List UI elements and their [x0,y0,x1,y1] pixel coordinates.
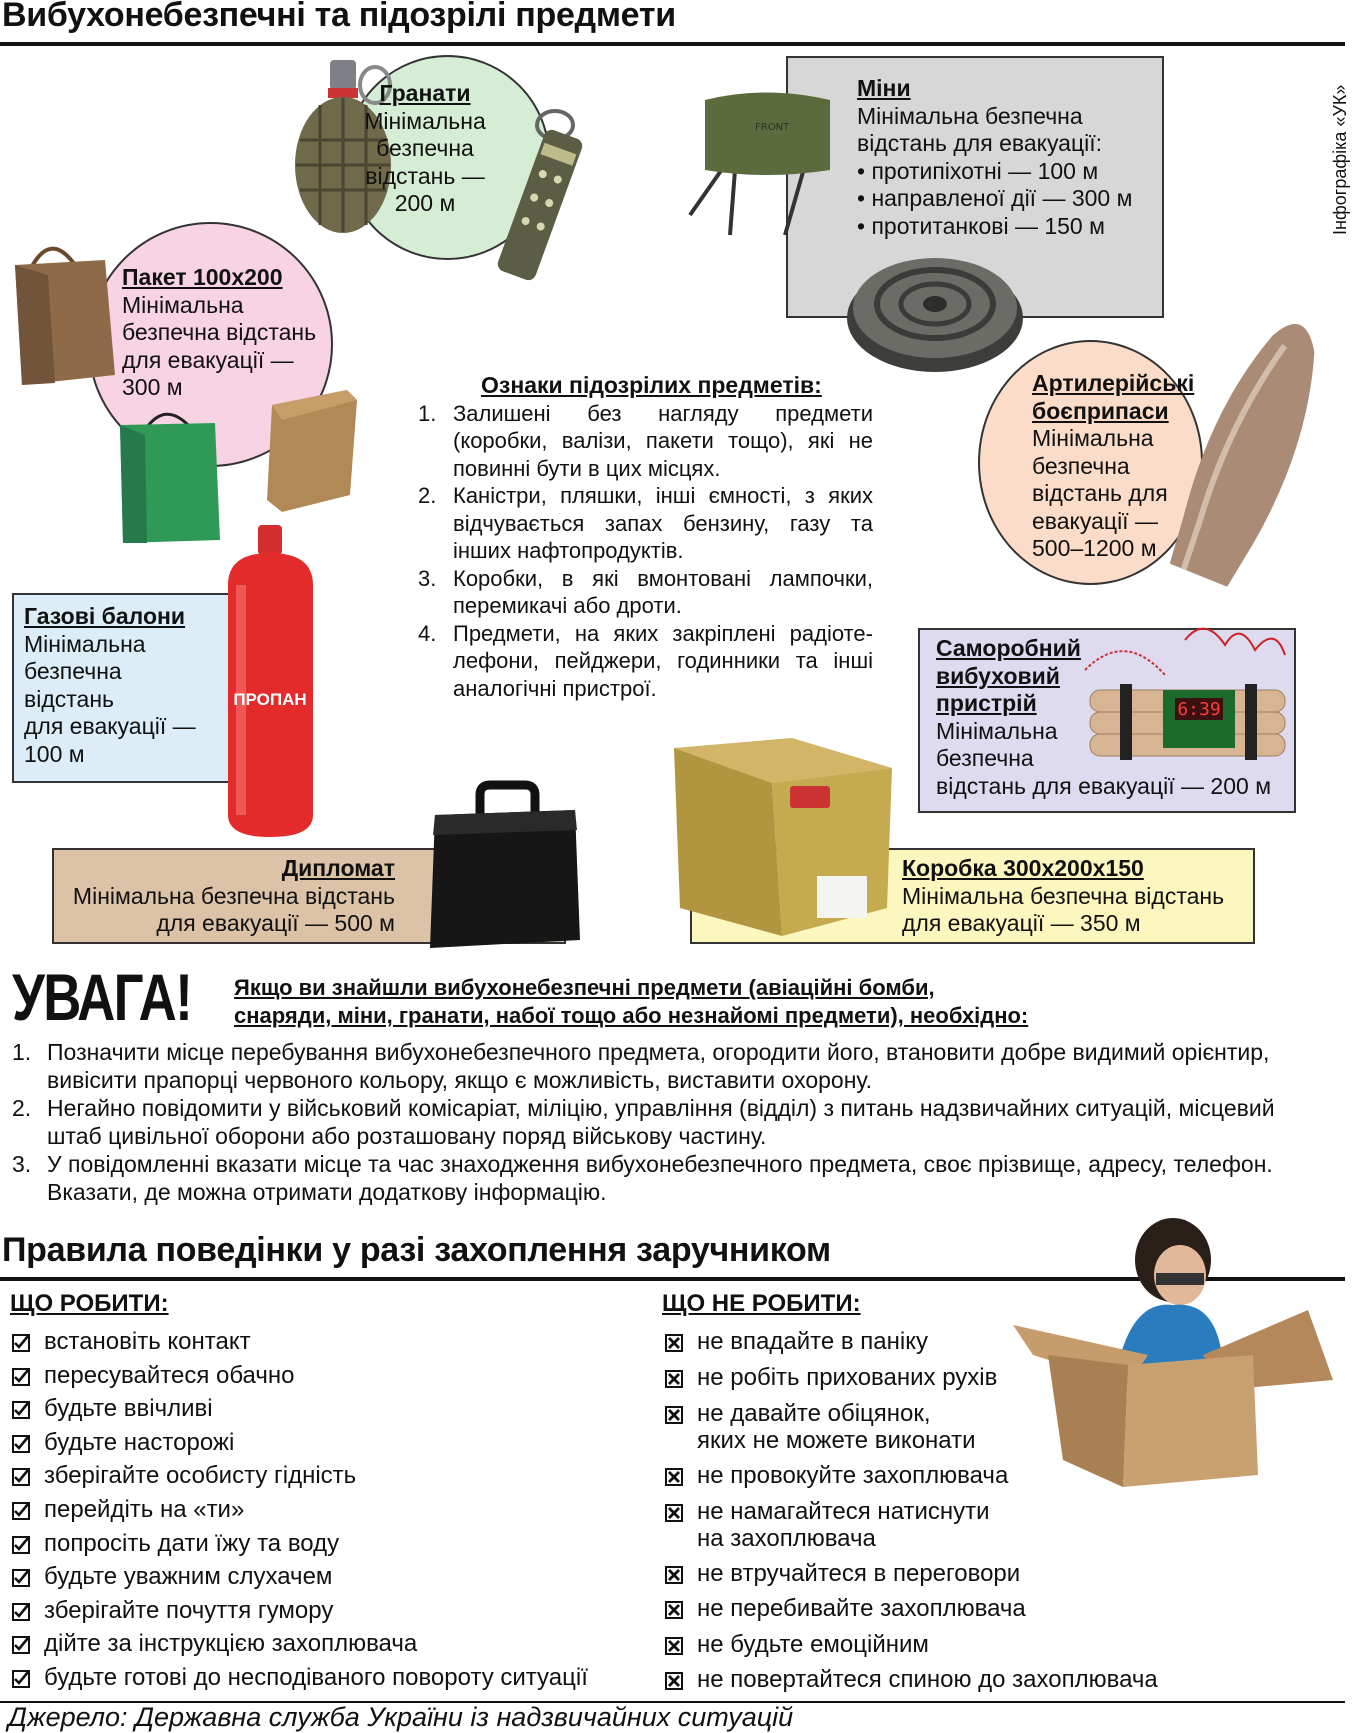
do-item: будьте ввічливі [44,1395,213,1423]
box-text [902,855,1224,938]
cross-icon [665,1468,683,1486]
attention-intro-1: Якщо ви знайшли вибухонебезпечні предмети (авіаційні бомби, [234,975,935,1000]
signs-item-number: 1. [418,400,437,426]
signs-item [418,565,873,620]
artillery-line-2: безпечна [1032,452,1130,479]
dont-title: ЩО НЕ РОБИТИ: [662,1290,861,1317]
hostage-in-box-icon [1008,1215,1338,1490]
do-item: дійте за інструкцією захоплювача [44,1630,418,1658]
grenades-line-2: безпечна [376,135,474,161]
do-item: будьте уважним слухачем [44,1563,333,1591]
check-icon [12,1502,30,1520]
check-icon [12,1636,30,1654]
signs-item-line: інших нафтопродуктів. [453,538,684,563]
box-line-2: для евакуації — 350 м [902,910,1141,936]
attention-intro-2: снаряди, міни, гранати, набої тощо або незнайомі предмети), необхідно: [234,1002,1029,1028]
diplomat-line-1: Мінімальна безпечна відстань [72,882,395,909]
dont-item-line: не повертайтеся спиною до захоплювача [697,1666,1158,1693]
signs-item-line: Предмети, на яких закріплені радіоте- [453,620,873,646]
artillery-title-2: боєприпаси [1032,397,1169,424]
attention-item-line: Негайно повідомити у військовий комісаріат, міліцію, управління (відділ) з питань надзвичайних ситуацій, місцевий [47,1095,1275,1121]
cardboard-box-icon [672,738,894,936]
attention-intro [234,974,1028,1029]
check-icon [12,1536,30,1554]
gas-line-4: для евакуації — [24,713,196,739]
mines-text [857,75,1132,240]
signs-item-line: аналогічні пристрої. [453,675,657,701]
attention-item-line: вивісити прапорці червоного кольору, якщо є можливість, виставити охорону. [47,1067,872,1093]
do-title: ЩО РОБИТИ: [10,1290,169,1317]
cross-icon [665,1504,683,1522]
ied-line-3: відстань для евакуації — 200 м [936,772,1272,799]
signs-item [418,482,873,565]
artillery-line-4: евакуації — [1032,507,1158,534]
grenades-text [350,80,500,218]
do-item: перейдіть на «ти» [44,1496,245,1523]
attention-item-line: У повідомленні вказати місце та час знаходження вибухонебезпечного предмета, своє прізвище, адресу, телефон. [47,1151,1273,1177]
dont-item-line: на захоплювача [697,1525,876,1552]
diplomat-text [60,855,395,938]
gas-title: Газові балони [24,603,186,629]
signs-item-number: 2. [418,483,437,508]
attention-item-line: Вказати, де можна отримати додаткову інформацію. [47,1179,607,1205]
attention-item-number: 3. [12,1151,32,1177]
grenades-line-3: відстань — [365,162,485,189]
attention-list [12,1038,1347,1206]
cross-icon [665,1406,683,1424]
bag-line-1: Мінімальна [122,291,244,318]
signs-item-line: перемикачі або дроти. [453,593,682,618]
signs-item-number: 4. [418,620,437,646]
bag-line-3: для евакуації — [122,346,294,373]
box-line-1: Мінімальна безпечна відстань [902,882,1225,909]
ied-title-2: вибуховий [936,662,1060,689]
check-icon [12,1569,30,1587]
dont-item-line: не перебивайте захоплювача [697,1595,1026,1622]
cross-icon [665,1370,683,1388]
signs-item [418,400,873,483]
cross-icon [665,1601,683,1619]
cross-icon [665,1672,683,1690]
do-item: будьте готові до несподіваного повороту ситуації [44,1664,588,1691]
dont-item-line: не намагайтеся натиснути [697,1498,990,1525]
hostage-title: Правила поведінки у разі захоплення заручником [2,1231,831,1269]
svg-text:FRONT: FRONT [755,122,790,133]
artillery-line-5: 500–1200 м [1032,535,1157,561]
artillery-line-3: відстань для [1032,480,1168,506]
attention-item-line: штаб цивільної оборони або розташовану поряд військову частину. [47,1123,767,1149]
do-item: зберігайте почуття гумору [44,1596,334,1624]
signs-item-line: Каністри, пляшки, інші ємності, з яких [453,483,873,508]
grenades-line-1: Мінімальна [364,107,486,134]
gas-line-1: Мінімальна [24,630,146,657]
signs-item [418,620,873,703]
cross-icon [665,1566,683,1584]
footer-source: Джерело: Державна служба України із надзвичайних ситуацій [8,1702,794,1732]
do-item: будьте насторожі [44,1428,235,1456]
attention-item [12,1038,1347,1094]
mines-line-3: • протипіхотні — 100 м [857,157,1099,184]
attention-item [12,1094,1347,1150]
signs-item-line: Залишені без нагляду предмети [453,400,873,426]
artillery-text [1032,370,1194,563]
antitank-mine-icon [845,240,1025,375]
mines-line-5: • протитанкові — 150 м [857,212,1105,239]
infographic-credit: Інфографіка «УК» [1330,84,1350,235]
check-icon [12,1468,30,1486]
gas-line-5: 100 м [24,740,85,767]
signs-section [418,372,873,702]
mines-title: Міни [857,75,911,101]
page-title: Вибухонебезпечні та підозрілі предмети [2,0,676,34]
mines-line-1: Мінімальна безпечна [857,102,1083,129]
dont-item-line: не будьте емоційним [697,1631,929,1658]
mines-line-4: • направленої дії — 300 м [857,185,1133,211]
dont-item-line: не давайте обіцянок, [697,1400,931,1427]
paper-bag-icon [10,235,115,385]
signs-title: Ознаки підозрілих предметів: [481,372,822,398]
do-item: попросіть дати їжу та воду [44,1529,340,1557]
cross-icon [665,1637,683,1655]
attention-word: УВАГА! [12,960,192,1034]
title-rule [0,42,1345,46]
diplomat-line-2: для евакуації — 500 м [156,910,395,936]
check-icon [12,1334,30,1352]
dont-item-line: яких не можете виконати [697,1427,976,1454]
attention-item-number: 1. [12,1039,32,1065]
check-icon [12,1435,30,1453]
ied-title-1: Саморобний [936,635,1081,661]
bag-text [122,264,316,402]
cross-icon [665,1334,683,1352]
ied-line-2: безпечна [936,745,1034,771]
artillery-line-1: Мінімальна [1032,425,1154,451]
signs-item-line: лефони, пейджери, годинники та інші [453,648,873,673]
bag-line-2: безпечна відстань [122,319,317,345]
dont-item-line: не впадайте в паніку [697,1328,928,1355]
check-icon [12,1603,30,1621]
attention-item [12,1150,1347,1206]
ied-line-1: Мінімальна [936,717,1058,744]
do-item: зберігайте особисту гідність [44,1462,357,1490]
gas-line-3: відстань [24,685,115,712]
gas-cylinder-label: ПРОПАН [233,690,307,709]
ied-title-3: пристрій [936,690,1037,716]
ied-timer-text: 6:39 [1177,699,1221,720]
do-item: встановіть контакт [44,1328,251,1355]
check-icon [12,1670,30,1688]
grenades-title: Гранати [379,80,471,106]
artillery-title-1: Артилерійські [1032,370,1195,396]
bag-title: Пакет 100х200 [122,264,283,290]
gas-line-2: безпечна [24,658,122,684]
dont-item-line: не втручайтеся в переговори [697,1560,1021,1587]
signs-item-line: Коробки, в які вмонтовані лампочки, [453,565,873,591]
dont-item-line: не робіть прихованих рухів [697,1364,998,1391]
mines-line-2: відстань для евакуації: [857,130,1103,156]
check-icon [12,1401,30,1419]
signs-item-line: відчувається запах бензину, газу та [453,510,873,536]
attention-item-line: Позначити місце перебування вибухонебезпечного предмета, огородити його, втановити добре видимий орієнтир, [47,1039,1270,1065]
gas-cylinder-icon [218,525,323,840]
grenades-line-4: 200 м [394,190,456,216]
gas-text [24,603,196,768]
attention-item-number: 2. [12,1095,32,1121]
briefcase-icon [425,780,585,950]
bag-line-4: 300 м [122,374,183,400]
ied-text [936,635,1271,800]
claymore-mine-icon [685,85,835,245]
dont-item-line: не провокуйте захоплювача [697,1462,1009,1489]
diplomat-title: Дипломат [281,855,395,881]
box-title: Коробка 300х200х150 [902,855,1144,881]
green-bag-icon [115,405,225,545]
signs-item-number: 3. [418,565,437,591]
do-item: пересувайтеся обачно [44,1361,295,1389]
signs-list [418,400,873,703]
check-icon [12,1368,30,1386]
flashbang-icon [490,105,590,290]
signs-item-line: повинні бути в цих місцях. [453,455,721,481]
signs-item-line: (коробки, валізи, пакети тощо), які не [453,428,873,453]
